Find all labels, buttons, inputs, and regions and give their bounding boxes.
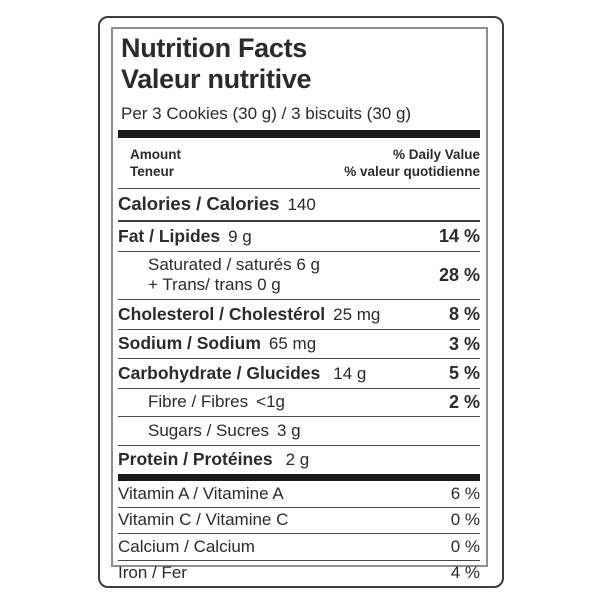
fat-daily-value: 14 % [438, 226, 480, 246]
title-english: Nutrition Facts [121, 33, 308, 63]
nutrient-row-fibre [118, 389, 480, 418]
cholesterol-daily-value: 8 % [448, 304, 480, 324]
vitamin-c-daily-value: 0 % [450, 510, 480, 529]
column-headers [118, 146, 480, 180]
sodium-daily-value: 3 % [448, 333, 480, 354]
micronutrient-row-vitamin-c [118, 508, 480, 535]
serving-size: Per 3 Cookies (30 g) / 3 biscuits (30 g) [121, 104, 412, 123]
micronutrient-row-calcium [118, 534, 480, 561]
cholesterol-label: Cholesterol / Cholestérol [118, 303, 326, 324]
iron-daily-value: 4 % [450, 563, 480, 582]
sodium-label: Sodium / Sodium [118, 333, 261, 353]
trans-label: + Trans/ trans 0 g [148, 275, 281, 294]
saturated-trans-left [118, 255, 320, 295]
daily-value-header-fr: % valeur quotidienne [344, 164, 480, 179]
iron-label: Iron / Fer [118, 563, 187, 582]
cholesterol-amount: 25 mg [333, 304, 381, 324]
carbohydrate-label: Carbohydrate / Glucides [118, 362, 321, 383]
nutrient-row-sodium [118, 330, 480, 360]
nutrient-row-cholesterol [118, 300, 480, 330]
calcium-label: Calcium / Calcium [118, 536, 255, 556]
nutrient-row-saturated-trans [118, 252, 480, 301]
nutrient-row-protein [118, 446, 480, 475]
protein-left [118, 449, 309, 470]
calories-label: Calories / Calories [118, 193, 280, 214]
calories-row [118, 189, 480, 222]
carbohydrate-left [118, 363, 366, 384]
vitamin-a-label: Vitamin A / Vitamine A [118, 483, 284, 503]
micronutrient-row-vitamin-a [118, 481, 480, 508]
calories-value: 140 [287, 195, 316, 214]
protein-label: Protein / Protéines [118, 449, 273, 469]
divider-thick-bottom [118, 474, 480, 481]
protein-amount: 2 g [285, 450, 310, 469]
fat-left [118, 226, 252, 247]
title-french: Valeur nutritive [121, 64, 312, 94]
nutrition-facts-panel [111, 27, 488, 582]
vitamin-c-label: Vitamin C / Vitamine C [118, 510, 289, 529]
fibre-label: Fibre / Fibres [148, 392, 249, 411]
fibre-amount: <1g [256, 392, 285, 411]
fat-label: Fat / Lipides [118, 225, 221, 246]
calories-left [118, 194, 316, 215]
nutrient-row-fat [118, 222, 480, 252]
carbohydrate-amount: 14 g [333, 363, 367, 383]
label-outer-border [98, 16, 504, 588]
nutrient-row-carbohydrate [118, 359, 480, 389]
sodium-amount: 65 mg [268, 334, 317, 353]
saturated-label: Saturated / saturés 6 g [148, 255, 320, 274]
amount-header [118, 146, 181, 180]
saturated-trans-daily-value: 28 % [438, 265, 480, 285]
micronutrient-row-iron [118, 561, 480, 587]
sugars-left [118, 421, 301, 441]
cholesterol-left [118, 304, 380, 325]
divider-thick-top [118, 130, 480, 138]
daily-value-header [344, 146, 480, 180]
sugars-label: Sugars / Sucres [148, 420, 269, 440]
vitamin-a-daily-value: 6 % [450, 483, 480, 503]
nutrient-row-sugars [118, 417, 480, 446]
fibre-left [118, 392, 285, 412]
fibre-daily-value: 2 % [448, 392, 480, 412]
amount-header-fr: Teneur [130, 164, 175, 179]
calcium-daily-value: 0 % [450, 536, 480, 556]
sodium-left [118, 333, 316, 354]
amount-header-en: Amount [130, 147, 181, 162]
carbohydrate-daily-value: 5 % [448, 363, 480, 383]
sugars-amount: 3 g [276, 420, 301, 440]
daily-value-header-en: % Daily Value [392, 147, 480, 162]
fat-amount: 9 g [228, 226, 252, 246]
